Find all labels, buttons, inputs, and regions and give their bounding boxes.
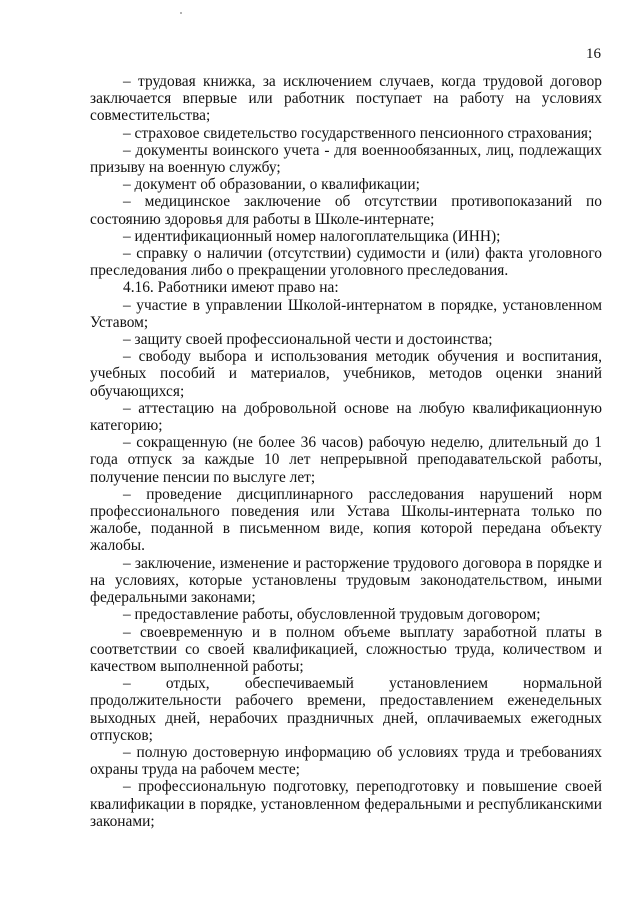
paragraph-professional-training: – профессиональную подготовку, переподготовку и повышение своей квалификации в порядке, установленном федеральными и республиканскими законами; — [90, 778, 602, 830]
paragraph-taxpayer-number: – идентификационный номер налогоплательщика (ИНН); — [123, 227, 501, 245]
paragraph-attestation: – аттестацию на добровольной основе на любую квалификационную категорию; — [90, 399, 602, 435]
paragraph-provision-of-work: – предоставление работы, обусловленной трудовым договором; — [123, 606, 541, 624]
paragraph-military-records: – документы воинского учета - для военнообязанных, лиц, подлежащих призыву на военную службу; — [90, 141, 602, 177]
paragraph-participation-in-management: – участие в управлении Школой-интернатом в порядке, установленном Уставом; — [90, 296, 602, 331]
paragraph-employment-contract: – заключение, изменение и расторжение трудового договора в порядке и на условиях, которые установлены трудовым законодательством, иными федеральными законами; — [90, 554, 602, 607]
paragraph-protection-of-honor: – защиту своей профессиональной чести и достоинства; — [123, 331, 493, 349]
paragraph-criminal-record: – справку о наличии (отсутствии) судимости и (или) факта уголовного преследования либо о прекращении уголовного преследования. — [90, 245, 602, 280]
paragraph-rest: – отдых, обеспечиваемый установлением нормальной продолжительности рабочего времени, предоставлением еженедельных выходных дней, нерабочих праздничных дней, оплачиваемых ежегодных отпусков; — [90, 675, 602, 744]
page-number: 16 — [586, 46, 601, 62]
section-heading-4-16: 4.16. Работники имеют право на: — [123, 279, 339, 297]
paragraph-medical-certificate: – медицинское заключение об отсутствии противопоказаний по состоянию здоровья для работы в Школе-интернате; — [90, 193, 602, 228]
paragraph-reduced-week: – сокращенную (не более 36 часов) рабочую неделю, длительный до 1 года отпуск за каждые 10 лет непрерывной преподавательской работы, получение пенсии по выслуге лет; — [90, 434, 602, 486]
paragraph-freedom-of-methods: – свободу выбора и использования методик обучения и воспитания, учебных пособий и материалов, учебников, методов оценки знаний обучающихся; — [90, 348, 602, 400]
scan-artifact — [180, 12, 182, 14]
paragraph-education-document: – документ об образовании, о квалификации; — [123, 176, 420, 194]
paragraph-salary-payment: – своевременную и в полном объеме выплату заработной платы в соответствии со своей квалификацией, сложностью труда, количеством и качеством выполненной работы; — [90, 623, 602, 675]
paragraph-employment-record: – трудовая книжка, за исключением случаев, когда трудовой договор заключается впервые или работник поступает на работу на условиях совместительства; — [90, 73, 602, 125]
paragraph-disciplinary-investigation: – проведение дисциплинарного расследования нарушений норм профессионального поведения или Устава Школы-интерната только по жалобе, поданной в письменном виде, копия которой передана объекту жалобы. — [90, 485, 602, 555]
document-body — [90, 73, 602, 830]
paragraph-labor-safety-info: – полную достоверную информацию об условиях труда и требованиях охраны труда на рабочем месте; — [90, 743, 602, 779]
paragraph-pension-certificate: – страховое свидетельство государственного пенсионного страхования; — [123, 124, 593, 142]
